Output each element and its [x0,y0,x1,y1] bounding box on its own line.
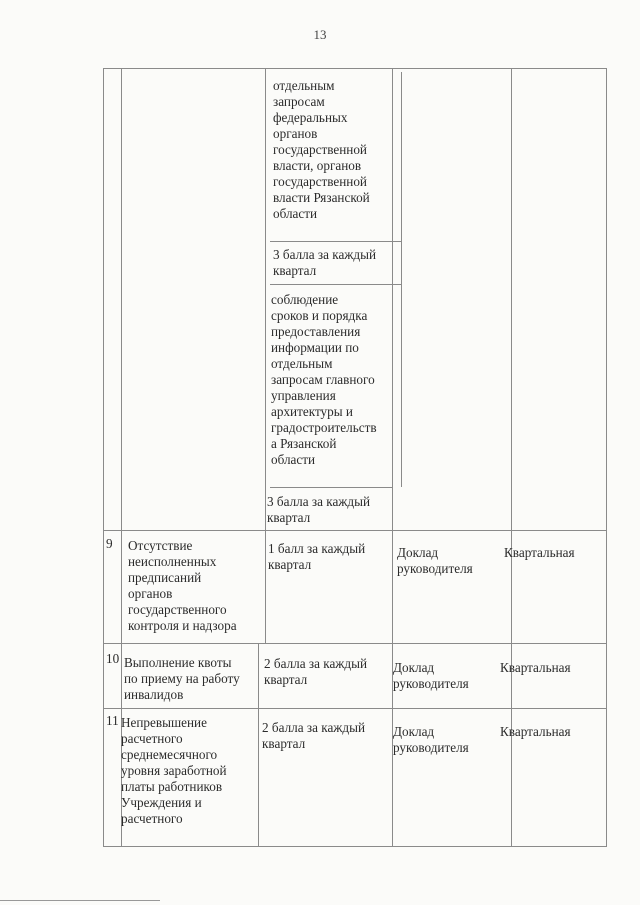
row-9-score: 1 балл за каждый квартал [268,541,366,572]
table-top-border [103,68,607,69]
row-sep-11 [103,708,607,709]
footer-scan-line [0,900,160,901]
row-10-number: 10 [106,651,120,666]
table-bottom-border [103,846,607,847]
continuation-cell-3: соблюдение сроков и порядка предоставления информации по отдельным запросам главного управления архитектуры и градостроительств а Рязанской области [271,292,377,467]
row-sep-9 [103,530,607,531]
row-11-score: 2 балла за каждый квартал [262,720,366,751]
row-10-source: Доклад руководителя [393,660,469,691]
col-sep-name-lower [258,643,259,847]
row-sep-10 [103,643,607,644]
continuation-cell-1: отдельным запросам федеральных органов государственной власти, органов государственной власти Рязанской области [273,78,370,221]
nested-sep-3 [270,487,392,488]
row-9-number: 9 [106,536,113,551]
table-right-border [606,68,607,847]
row-11-name: Непревышение расчетного среднемесячного уровня заработной платы работников Учреждения и расчетного [121,715,227,826]
nested-sep-1 [270,241,401,242]
row-10-period: Квартальная [500,660,571,675]
row-10-score: 2 балла за каждый квартал [264,656,368,687]
row-11-period: Квартальная [500,724,571,739]
nested-box-right [401,72,402,487]
continuation-cell-2: 3 балла за каждый квартал [273,247,377,278]
row-10-name: Выполнение квоты по приему на работу инвалидов [124,655,240,702]
row-9-source: Доклад руководителя [397,545,473,576]
continuation-cell-4: 3 балла за каждый квартал [267,494,371,525]
row-11-number: 11 [106,713,119,728]
col-sep-name-upper [265,68,266,643]
row-9-period: Квартальная [504,545,575,560]
nested-sep-2 [270,284,401,285]
row-9-name: Отсутствие неисполненных предписаний органов государственного контроля и надзора [128,538,237,633]
row-11-source: Доклад руководителя [393,724,469,755]
table-left-border [103,68,104,847]
page-number: 13 [313,27,327,42]
